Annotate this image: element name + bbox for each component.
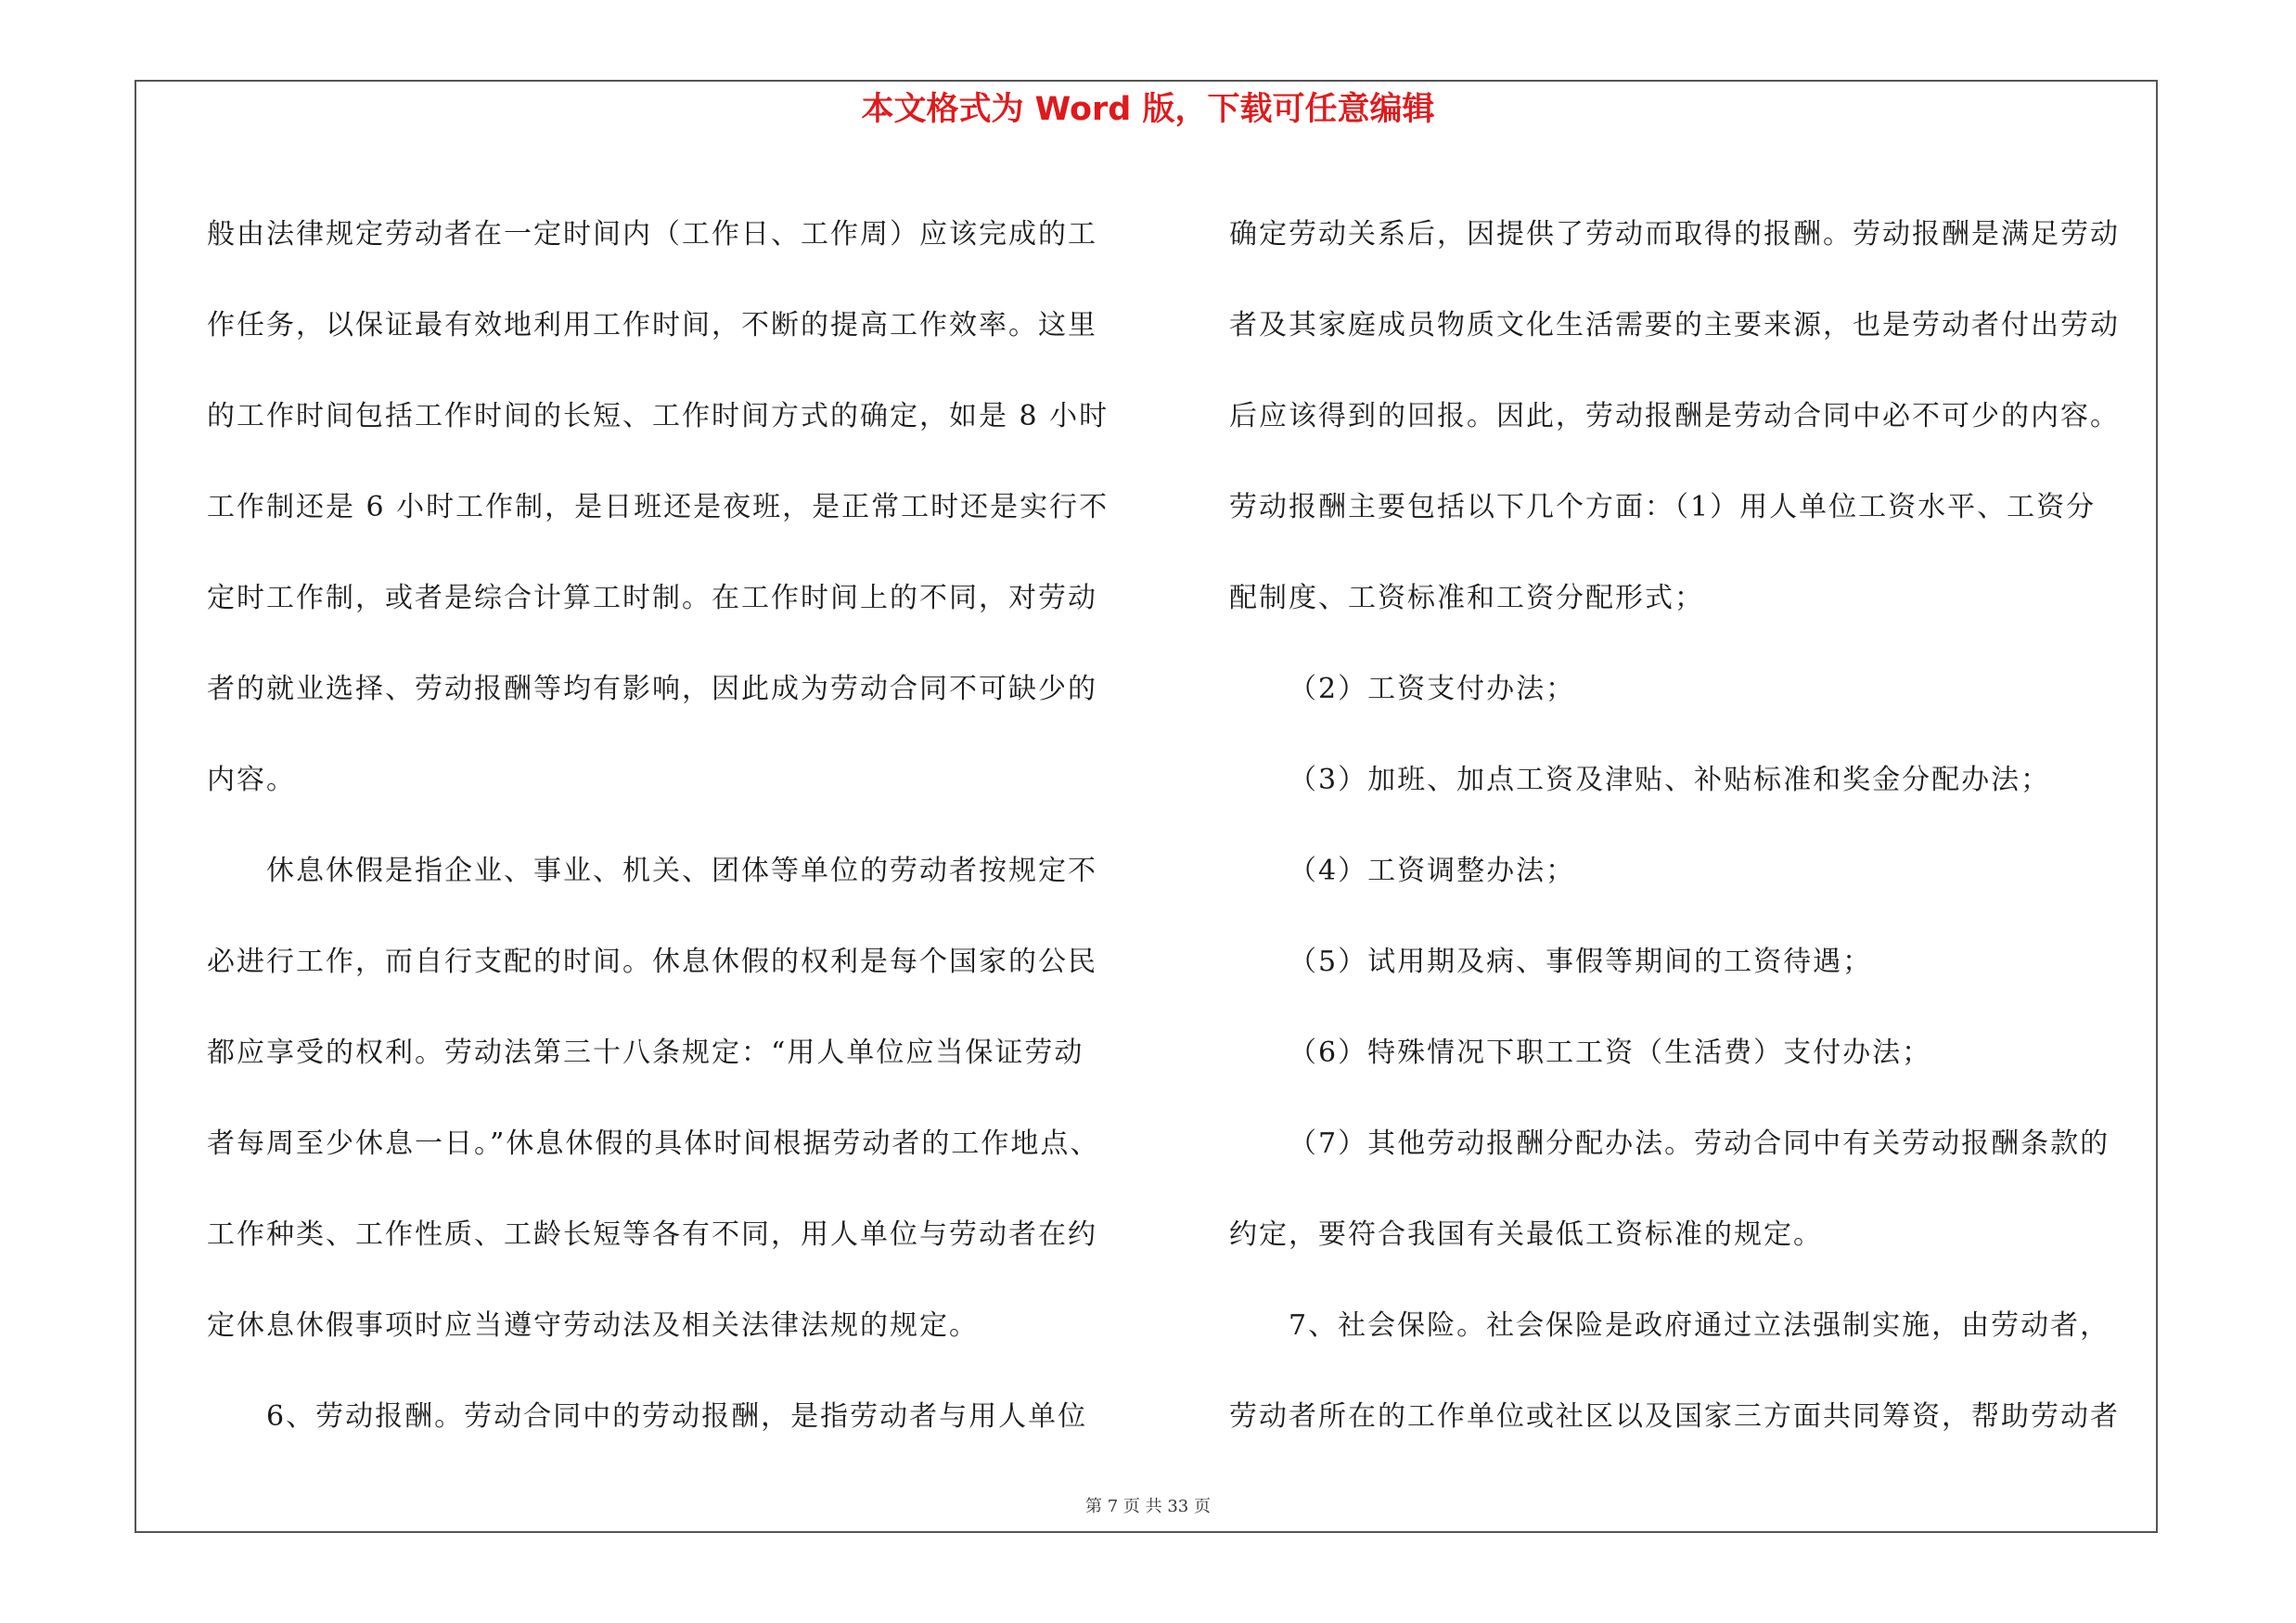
list-item-line: （6）特殊情况下职工工资（生活费）支付办法； [1289,1037,1932,1069]
paragraph-line: 休息休假是指企业、事业、机关、团体等单位的劳动者按规定不 [266,855,1097,887]
paragraph-line: 者及其家庭成员物质文化生活需要的主要来源，也是劳动者付出劳动 [1229,309,2120,341]
paragraph-line: 7、社会保险。社会保险是政府通过立法强制实施，由劳动者， [1289,1309,2110,1342]
paragraph-line: 般由法律规定劳动者在一定时间内（工作日、工作周）应该完成的工 [207,218,1097,251]
page-number-footer: 第 7 页 共 33 页 [1085,1497,1211,1516]
paragraph-line: 作任务，以保证最有效地利用工作时间，不断的提高工作效率。这里 [207,309,1097,341]
paragraph-line: 约定，要符合我国有关最低工资标准的规定。 [1229,1218,1823,1251]
list-item-line: （7）其他劳动报酬分配办法。劳动合同中有关劳动报酬条款的 [1289,1127,2110,1160]
paragraph-line: 内容。 [207,764,296,796]
right-text-column [1229,189,2174,1462]
paragraph-line: 必进行工作，而自行支配的时间。休息休假的权利是每个国家的公民 [207,946,1097,978]
paragraph-line: 配制度、工资标准和工资分配形式； [1229,582,1704,614]
paragraph-line: 劳动者所在的工作单位或社区以及国家三方面共同筹资，帮助劳动者 [1229,1400,2120,1433]
paragraph-line: 工作制还是 6 小时工作制，是日班还是夜班，是正常工时还是实行不 [207,491,1110,523]
left-text-column [207,189,1125,1462]
paragraph-line: 者每周至少休息一日。”休息休假的具体时间根据劳动者的工作地点、 [207,1127,1100,1160]
paragraph-line: 劳动报酬主要包括以下几个方面：（1）用人单位工资水平、工资分 [1229,491,2097,523]
paragraph-line: 的工作时间包括工作时间的长短、工作时间方式的确定，如是 8 小时 [207,400,1110,432]
paragraph-line: 都应享受的权利。劳动法第三十八条规定：“用人单位应当保证劳动 [207,1037,1084,1069]
paragraph-line: 确定劳动关系后，因提供了劳动而取得的报酬。劳动报酬是满足劳动 [1229,218,2120,251]
paragraph-line: 6、劳动报酬。劳动合同中的劳动报酬，是指劳动者与用人单位 [266,1400,1088,1433]
list-item-line: （2）工资支付办法； [1289,673,1576,705]
paragraph-line: 者的就业选择、劳动报酬等均有影响，因此成为劳动合同不可缺少的 [207,673,1097,705]
list-item-line: （5）试用期及病、事假等期间的工资待遇； [1289,946,1873,978]
paragraph-line: 定休息休假事项时应当遵守劳动法及相关法律法规的规定。 [207,1309,979,1342]
list-item-line: （4）工资调整办法； [1289,855,1576,887]
document-banner: 本文格式为 Word 版，下载可任意编辑 [861,91,1435,128]
paragraph-line: 后应该得到的回报。因此，劳动报酬是劳动合同中必不可少的内容。 [1229,400,2120,432]
list-item-line: （3）加班、加点工资及津贴、补贴标准和奖金分配办法； [1289,764,2051,796]
paragraph-line: 工作种类、工作性质、工龄长短等各有不同，用人单位与劳动者在约 [207,1218,1097,1251]
paragraph-line: 定时工作制，或者是综合计算工时制。在工作时间上的不同，对劳动 [207,582,1097,614]
